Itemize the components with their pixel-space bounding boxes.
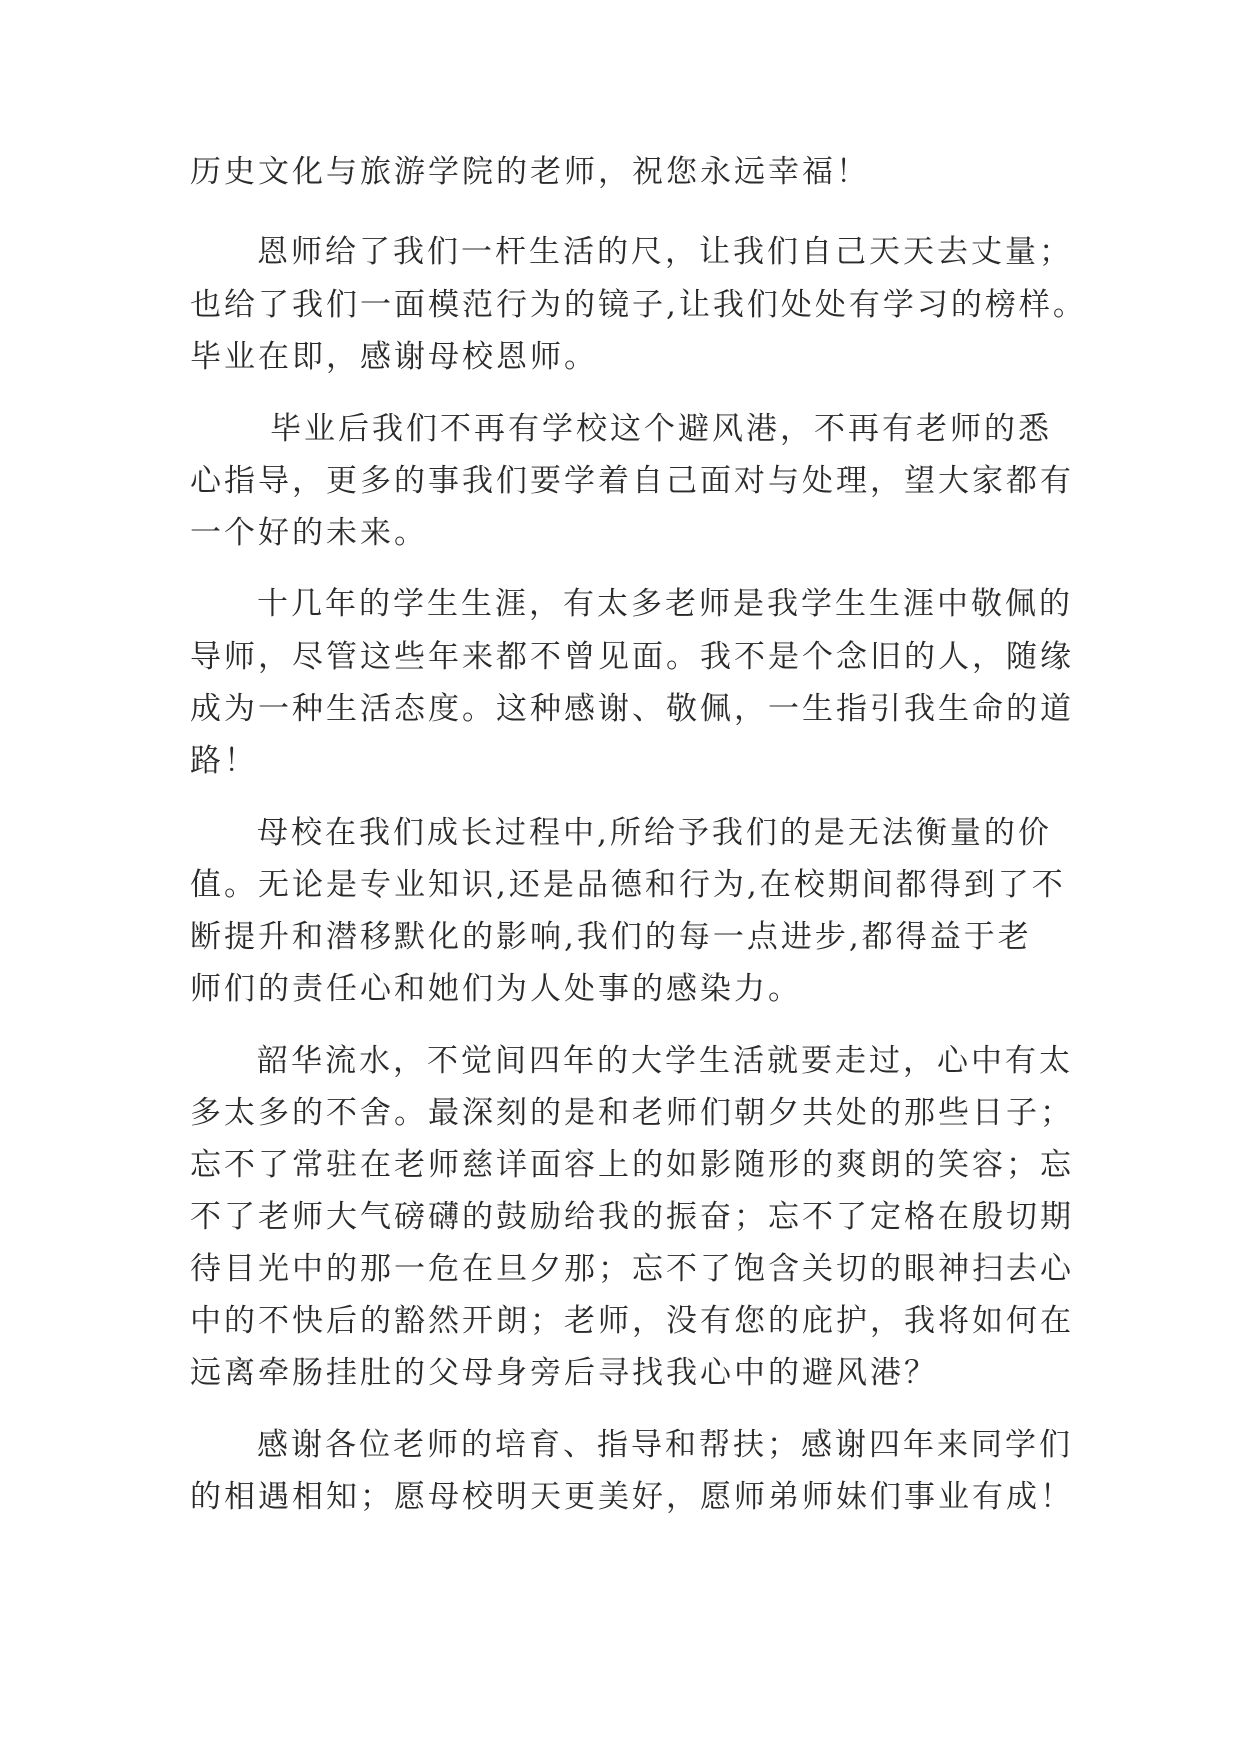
text-line: 中的不快后的豁然开朗；老师，没有您的庇护，我将如何在	[190, 1303, 1074, 1339]
text-line: 不了老师大气磅礴的鼓励给我的振奋；忘不了定格在殷切期	[190, 1199, 1074, 1235]
text-line: 待目光中的那一危在旦夕那；忘不了饱含关切的眼神扫去心	[190, 1251, 1074, 1287]
text-line: 成为一种生活态度。这种感谢、敬佩，一生指引我生命的道	[190, 691, 1074, 727]
text-line: 毕业在即，感谢母校恩师。	[190, 339, 598, 375]
text-line: 历史文化与旅游学院的老师，祝您永远幸福！	[190, 154, 870, 190]
text-line: 也给了我们一面模范行为的镜子,让我们处处有学习的榜样。	[190, 287, 1087, 323]
text-line: 韶华流水，不觉间四年的大学生活就要走过，心中有太	[257, 1043, 1073, 1079]
text-line: 恩师给了我们一杆生活的尺，让我们自己天天去丈量；	[257, 234, 1073, 270]
text-line: 师们的责任心和她们为人处事的感染力。	[190, 971, 802, 1007]
text-line: 断提升和潜移默化的影响,我们的每一点进步,都得益于老	[190, 919, 1032, 955]
text-line: 导师，尽管这些年来都不曾见面。我不是个念旧的人，随缘	[190, 639, 1074, 675]
text-line: 多太多的不舍。最深刻的是和老师们朝夕共处的那些日子；	[190, 1095, 1074, 1131]
text-line: 的相遇相知；愿母校明天更美好，愿师弟师妹们事业有成！	[190, 1479, 1074, 1515]
text-line: 路！	[190, 743, 258, 779]
text-line: 十几年的学生生涯，有太多老师是我学生生涯中敬佩的	[257, 586, 1073, 622]
text-line: 感谢各位老师的培育、指导和帮扶；感谢四年来同学们	[257, 1427, 1073, 1463]
text-line: 忘不了常驻在老师慈详面容上的如影随形的爽朗的笑容；忘	[190, 1147, 1074, 1183]
text-line: 值。无论是专业知识,还是品德和行为,在校期间都得到了不	[190, 867, 1066, 903]
text-line: 远离牵肠挂肚的父母身旁后寻找我心中的避风港？	[190, 1355, 938, 1391]
text-line: 毕业后我们不再有学校这个避风港，不再有老师的悉	[270, 411, 1052, 447]
text-line: 一个好的未来。	[190, 515, 428, 551]
text-line: 心指导，更多的事我们要学着自己面对与处理，望大家都有	[190, 463, 1074, 499]
text-line: 母校在我们成长过程中,所给予我们的是无法衡量的价	[257, 815, 1052, 851]
